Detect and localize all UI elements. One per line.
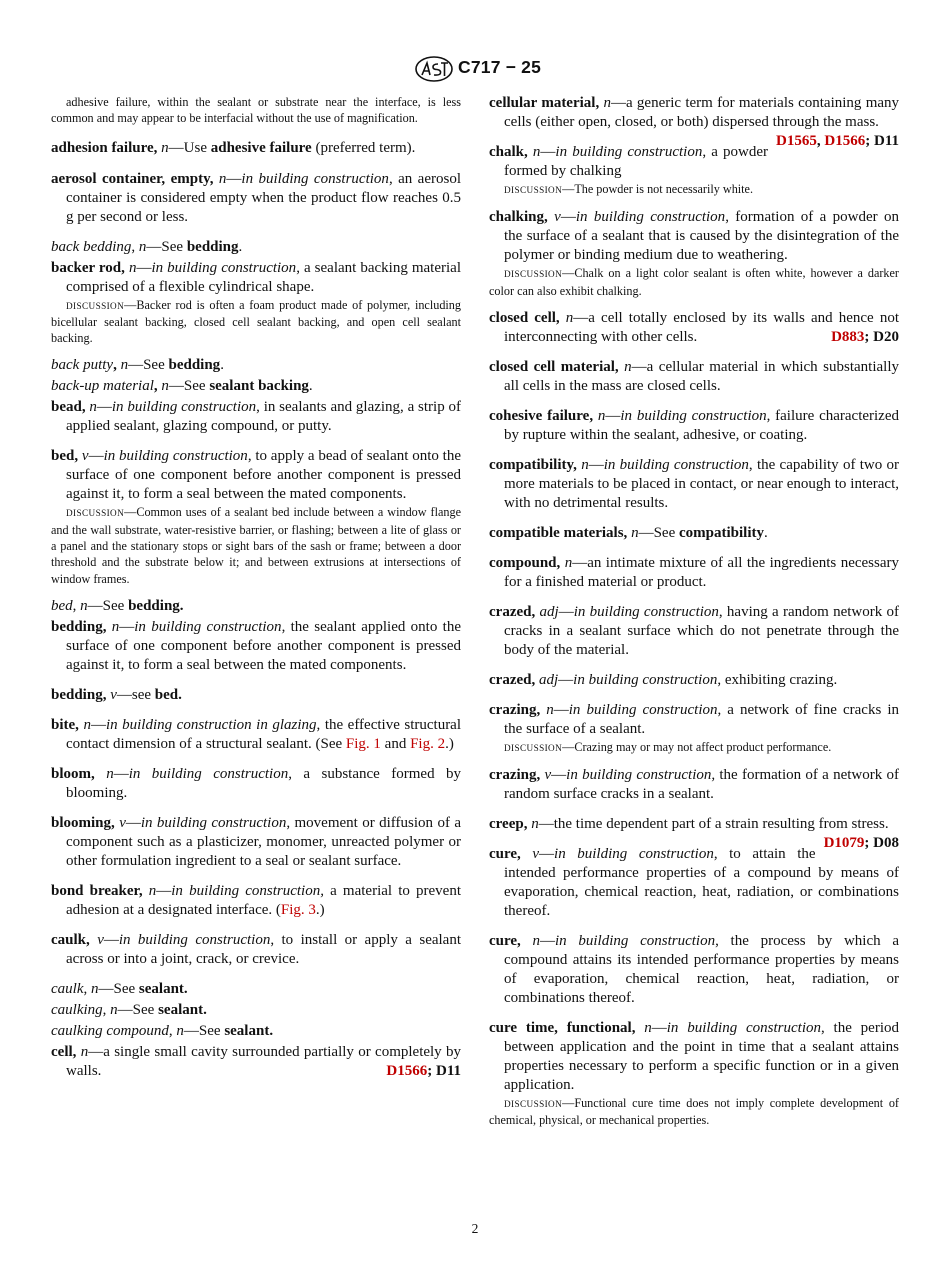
entry-compatibility: compatibility, n—in building construction, the capability of two or more materials to be placed in contact, or near enough to interact, with no detrimental results. (489, 456, 899, 511)
figure-2-link[interactable]: Fig. 2 (410, 735, 446, 752)
entry-compound: compound, n—an intimate mixture of all the ingredients necessary for a finished material or product. (489, 554, 899, 590)
committee-label: D11 (873, 133, 899, 149)
ref-d1566-link[interactable]: D1566 (386, 1062, 428, 1079)
entry-closed-cell: closed cell, n—a cell totally enclosed by its walls and hence not interconnecting with other cells. D883; D20 (489, 309, 899, 345)
discussion-chalk: DISCUSSION—The powder is not necessarily white. (504, 182, 754, 196)
entry-creep: creep, n—the time dependent part of a strain resulting from stress. D1079; D08 (489, 816, 899, 852)
entry-bed-verb: bed, v—in building construction, to apply a bead of sealant onto the surface of one component before another component is pressed against it, to form a seal between the mated components. (51, 448, 461, 503)
ref-d1079-link[interactable]: D1079 (823, 835, 865, 852)
discussion-chalking: DISCUSSION—Chalk on a light color sealant is often white, however a darker color can also exhibit chalking. (489, 266, 899, 298)
astm-logo-icon (414, 56, 454, 82)
discussion-continued: adhesive failure, within the sealant or substrate near the interface, is less common and may appear to be interfacial without the use of magnification. (51, 95, 461, 126)
entry-cell: cell, n—a single small cavity surrounded partially or completely by walls. D1566; D11 (51, 1043, 462, 1079)
page-number: 2 (471, 1221, 479, 1236)
entry-caulking-compound: caulking compound, n—See sealant. (51, 1022, 274, 1039)
figure-1-link[interactable]: Fig. 1 (345, 735, 381, 752)
discussion-backer-rod: DISCUSSION—Backer rod is often a foam product made of polymer, including bicellular sealant backing, closed cell sealant backing, and open cell sealant backing. (51, 297, 461, 346)
committee-label: D08 (873, 835, 899, 852)
entry-compatible-materials: compatible materials, n—See compatibility. (489, 524, 768, 541)
entry-bloom: bloom, n—in building construction, a substance formed by blooming. (51, 765, 461, 801)
entry-adhesion-failure: adhesion failure, n—Use adhesive failure (preferred term). (51, 139, 416, 156)
entry-chalking: chalking, v—in building construction, formation of a powder on the surface of a sealant that is caused by the disintegration of the polymer or binding medium due to weathering. (489, 209, 899, 264)
entry-cure-verb: cure, v—in building construction, to attain the intended performance properties of a compound by means of evaporation, chemical reaction, heat, radiation, or combinations thereof. (489, 846, 899, 920)
entry-caulk-noun: caulk, n—See sealant. (51, 980, 188, 997)
entry-crazing-noun: crazing, n—in building construction, a network of fine cracks in the surface of a sealant. (489, 701, 899, 737)
entry-bead: bead, n—in building construction, in sealants and glazing, a strip of applied sealant, glazing compound, or putty. (51, 399, 462, 435)
entry-chalk: chalk, n—in building construction, a powder formed by chalking (489, 144, 769, 179)
entry-bed-noun: bed, n—See bedding. (51, 597, 184, 614)
ref-d883-link[interactable]: D883 (831, 328, 865, 345)
entry-aerosol-container: aerosol container, empty, n—in building construction, an aerosol container is considered empty when the product flow reaches 0.5 g per second or less. (51, 170, 461, 225)
discussion-bed: DISCUSSION—Common uses of a sealant bed include between a window flange and the wall substrate, water-resistive barrier, or flashing; between a lite of glass or a panel and the stationary stops or sight bars of the sash or frame; between a door threshold and the substrate below it; and between extrusions at intersections of window frames. (51, 505, 461, 586)
entry-bond-breaker: bond breaker, n—in building construction, a material to prevent adhesion at a designated interface. (Fig. 3.) (51, 882, 461, 918)
entry-back-putty: back putty, n—See bedding. (51, 357, 224, 374)
entry-cohesive-failure: cohesive failure, n—in building construction, failure characterized by rupture within the sealant, adhesive, or coating. (489, 407, 899, 443)
entry-crazed-exhibiting: crazed, adj—in building construction, exhibiting crazing. (489, 671, 838, 688)
entry-cure-noun: cure, n—in building construction, the process by which a compound attains its intended performance properties by means of evaporation, chemical reaction, heat, radiation, or combinations thereof. (489, 933, 899, 1007)
right-column (489, 94, 899, 1129)
page-header (0, 56, 950, 82)
entry-crazed-network: crazed, adj—in building construction, having a random network of cracks in a sealant surface which do not penetrate through the body of the material. (489, 603, 899, 658)
discussion-crazing: DISCUSSION—Crazing may or may not affect product performance. (504, 739, 832, 754)
entry-caulk-verb: caulk, v—in building construction, to install or apply a sealant across or into a joint, crack, or crevice. (51, 931, 461, 967)
entry-cure-time-functional: cure time, functional, n—in building construction, the period between application and the point in time that a sealant attains properties necessary to perform a specific function or in a given application. (489, 1020, 899, 1094)
entry-back-up-material: back-up material, n—See sealant backing. (51, 378, 313, 395)
figure-3-link[interactable]: Fig. 3 (280, 901, 316, 918)
entry-bedding-noun: bedding, n—in building construction, the sealant applied onto the surface of one component before another component is pressed against it, to form a seal between the mated components. (51, 618, 461, 673)
committee-label: D20 (873, 328, 899, 345)
entry-bedding-verb: bedding, v—see bed. (51, 686, 182, 703)
document-designation: C717 − 25 (458, 57, 542, 77)
see-link: adhesive failure (210, 139, 312, 156)
entry-blooming: blooming, v—in building construction, movement or diffusion of a component such as a plasticizer, monomer, unreacted polymer or other formulation ingredient to a seal or sealant surface. (51, 814, 462, 869)
left-column (51, 94, 461, 1081)
entry-bite: bite, n—in building construction in glazing, the effective structural contact dimension of a structural sealant. (See Fig. 1 and Fig. 2.) (51, 716, 462, 752)
entry-backer-rod: backer rod, n—in building construction, a sealant backing material comprised of a flexible cylindrical shape. (51, 259, 461, 295)
entry-back-bedding: back bedding, n—See bedding. (51, 238, 243, 255)
committee-label: D11 (435, 1062, 461, 1079)
entry-closed-cell-material: closed cell material, n—a cellular material in which substantially all cells in the mass are closed cells. (489, 358, 899, 394)
entry-cellular-material: cellular material, n—a generic term for materials containing many cells (either open, closed, or both) dispersed through the mass. D1565, D1566; D11 (489, 95, 900, 149)
ref-d1566-link[interactable]: D1566 (824, 133, 866, 149)
ref-d1565-link[interactable]: D1565 (776, 133, 817, 149)
discussion-cure-time: DISCUSSION—Functional cure time does not imply complete development of chemical, physical, or mechanical properties. (489, 1096, 899, 1128)
entry-caulking: caulking, n—See sealant. (51, 1001, 207, 1018)
entry-crazing-verb: crazing, v—in building construction, the formation of a network of random surface cracks in a sealant. (489, 767, 899, 803)
